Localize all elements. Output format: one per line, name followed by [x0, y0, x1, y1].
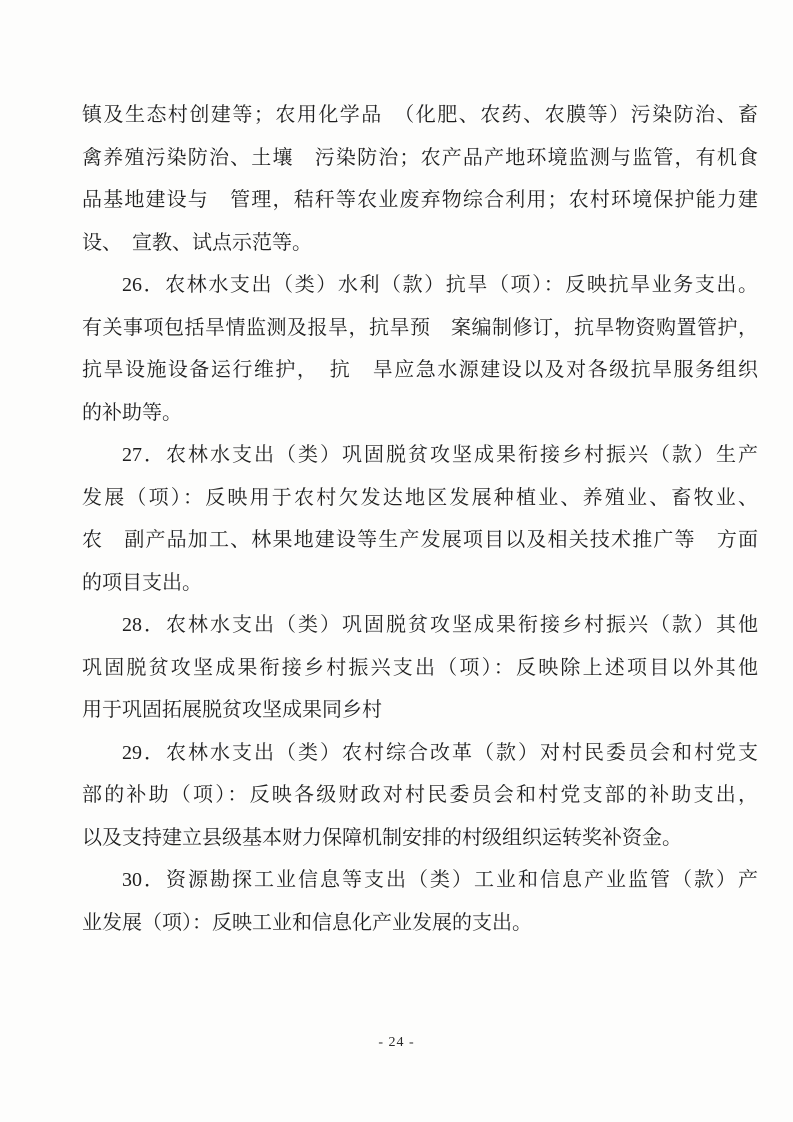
- text-line: 26．农林水支出（类）水利（款）抗旱（项）：反映抗旱业务支出。: [122, 274, 758, 296]
- text-line: 以及支持建立县级基本财力保障机制安排的村级组织运转奖补资金。: [82, 826, 682, 849]
- text-line: 用于巩固拓展脱贫攻坚成果同乡村: [82, 699, 382, 721]
- text-line: 的项目支出。: [82, 571, 202, 594]
- text-line: 的补助等。: [82, 401, 182, 424]
- paragraph-item-30: [82, 859, 758, 944]
- text-line: 部的补助（项）：反映各级财政对村民委员会和村党支部的补助支出，: [82, 784, 758, 806]
- paragraph-continued: [82, 94, 758, 264]
- paragraph-item-27: [82, 434, 758, 604]
- text-line: 抗旱设施设备运行维护， 抗 旱应急水源建设以及对各级抗旱服务组织: [82, 359, 758, 381]
- text-line: 30．资源勘探工业信息等支出（类）工业和信息产业监管（款）产: [122, 869, 758, 891]
- text-line: 28．农林水支出（类）巩固脱贫攻坚成果衔接乡村振兴（款）其他: [122, 614, 758, 636]
- text-line: 发展（项）：反映用于农村欠发达地区发展种植业、养殖业、畜牧业、: [82, 486, 758, 509]
- text-line: 农 副产品加工、林果地建设等生产发展项目以及相关技术推广等 方面: [82, 529, 758, 551]
- text-line: 禽养殖污染防治、土壤 污染防治；农产品产地环境监测与监管，有机食: [82, 146, 758, 169]
- text-line: 有关事项包括旱情监测及报旱，抗旱预 案编制修订，抗旱物资购置管护，: [82, 316, 758, 339]
- paragraph-item-26: [82, 264, 758, 434]
- document-body: [82, 94, 758, 944]
- text-line: 29．农林水支出（类）农村综合改革（款）对村民委员会和村党支: [122, 741, 758, 764]
- paragraph-item-29: [82, 732, 758, 860]
- text-line: 巩固脱贫攻坚成果衔接乡村振兴支出（项）：反映除上述项目以外其他: [82, 656, 758, 679]
- text-line: 品基地建设与 管理，秸秆等农业废弃物综合利用；农村环境保护能力建: [82, 189, 758, 211]
- text-line: 设、 宣教、试点示范等。: [82, 231, 312, 254]
- text-line: 27．农林水支出（类）巩固脱贫攻坚成果衔接乡村振兴（款）生产: [122, 444, 758, 466]
- page-number: - 24 -: [378, 1035, 415, 1050]
- text-line: 业发展（项）：反映工业和信息化产业发展的支出。: [82, 911, 532, 934]
- text-line: 镇及生态村创建等；农用化学品 （化肥、农药、农膜等）污染防治、畜: [82, 104, 758, 126]
- page-footer: [0, 1035, 793, 1051]
- paragraph-item-28: [82, 604, 758, 732]
